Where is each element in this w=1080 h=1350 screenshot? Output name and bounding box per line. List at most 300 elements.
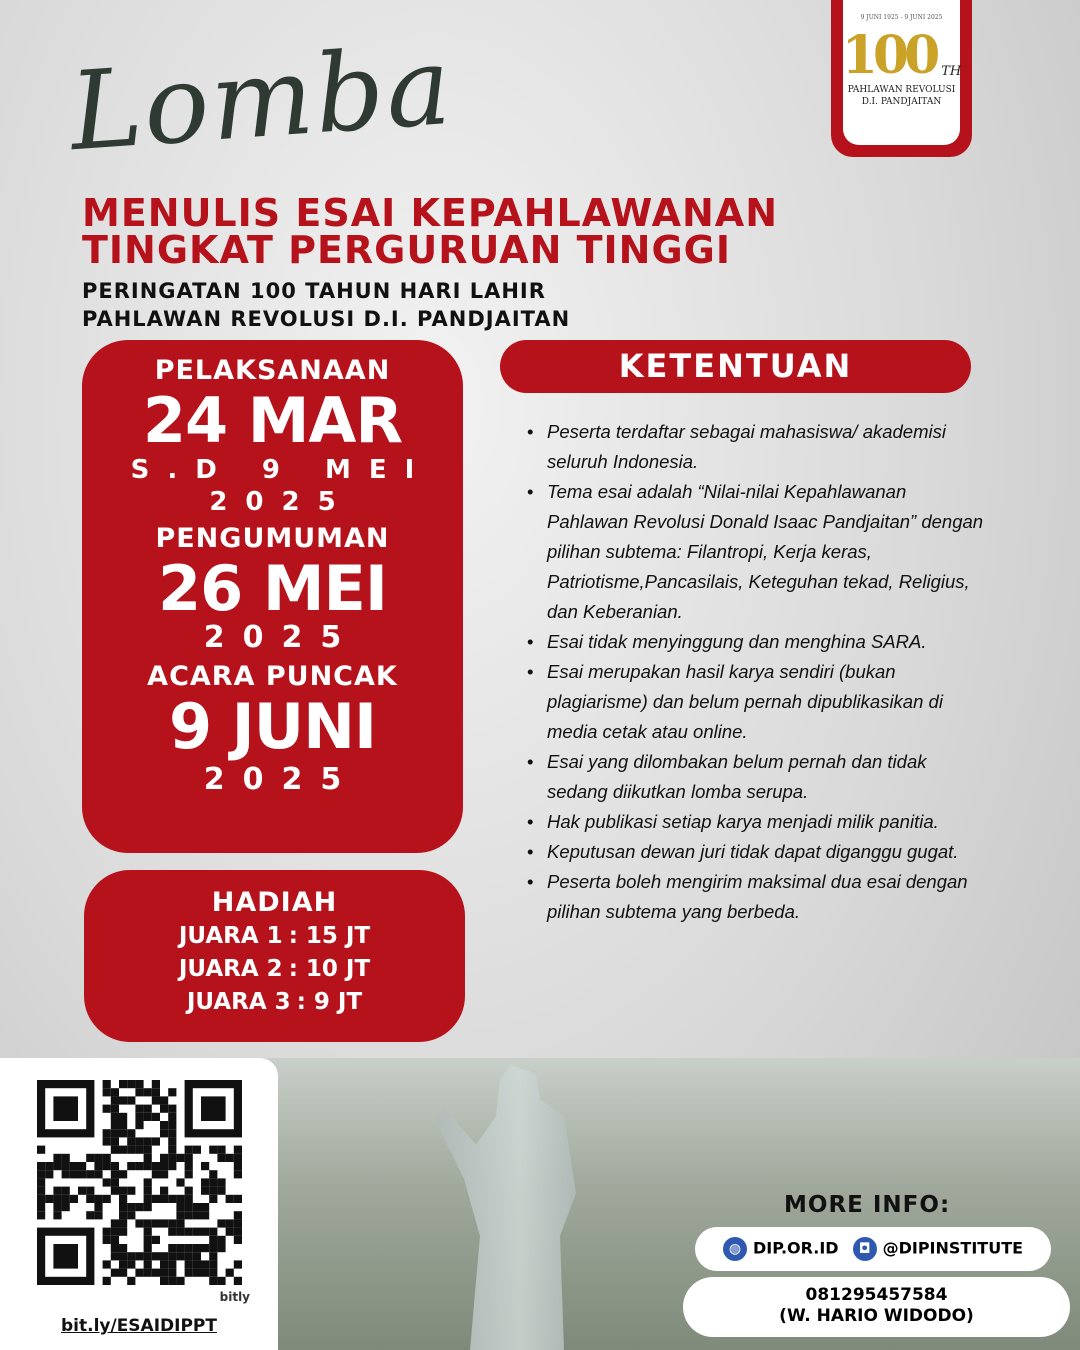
qr-module (144, 1113, 152, 1121)
qr-module (37, 1146, 45, 1154)
qr-module (160, 1269, 168, 1277)
qr-module (209, 1236, 217, 1244)
qr-module (201, 1244, 209, 1252)
rule-item: • Keputusan dewan juri tidak dapat diganggu gugat. (525, 837, 985, 867)
qr-module (135, 1203, 143, 1211)
qr-module (193, 1260, 201, 1268)
qr-module (209, 1228, 217, 1236)
qr-module (111, 1129, 119, 1137)
qr-module (135, 1137, 143, 1145)
qr-module (119, 1195, 127, 1203)
registration-link[interactable]: bit.ly/ESAIDIPPT (61, 1316, 217, 1336)
qr-finder (201, 1096, 226, 1121)
qr-module (176, 1203, 184, 1211)
qr-module (193, 1228, 201, 1236)
qr-module (111, 1219, 119, 1227)
qr-module (209, 1187, 217, 1195)
pelaksanaan-label: PELAKSANAAN (154, 355, 391, 386)
qr-module (111, 1244, 119, 1252)
qr-module (135, 1252, 143, 1260)
qr-module (135, 1162, 143, 1170)
qr-module (144, 1088, 152, 1096)
qr-module (111, 1187, 119, 1195)
qr-module (226, 1269, 234, 1277)
qr-module (45, 1162, 53, 1170)
qr-module (111, 1170, 119, 1178)
qr-module (209, 1277, 217, 1285)
phone-contact (683, 1277, 1070, 1337)
qr-module (144, 1203, 152, 1211)
qr-module (37, 1178, 45, 1186)
qr-module (234, 1170, 242, 1178)
qr-module (119, 1080, 127, 1088)
schedule-box (82, 340, 463, 853)
qr-module (209, 1195, 217, 1203)
qr-module (62, 1187, 70, 1195)
qr-module (127, 1187, 135, 1195)
qr-finder (53, 1244, 78, 1269)
qr-module (201, 1228, 209, 1236)
qr-module (119, 1113, 127, 1121)
qr-module (234, 1211, 242, 1219)
qr-module (135, 1088, 143, 1096)
qr-module (144, 1178, 152, 1186)
anniversary-logo (831, 0, 972, 157)
title-line2: TINGKAT PERGURUAN TINGGI (82, 228, 731, 272)
qr-module (70, 1162, 78, 1170)
prize-amount: : 10 JT (288, 956, 371, 982)
qr-module (37, 1187, 45, 1195)
qr-module (217, 1219, 225, 1227)
qr-module (144, 1260, 152, 1268)
qr-module (226, 1228, 234, 1236)
qr-module (176, 1195, 184, 1203)
qr-module (160, 1096, 168, 1104)
qr-module (168, 1088, 176, 1096)
qr-module (111, 1113, 119, 1121)
qr-module (37, 1211, 45, 1219)
qr-module (144, 1146, 152, 1154)
qr-module (37, 1195, 45, 1203)
qr-module (62, 1170, 70, 1178)
qr-module (78, 1187, 86, 1195)
contact-person: (W. HARIO WIDODO) (779, 1306, 974, 1326)
qr-module (193, 1211, 201, 1219)
qr-module (168, 1162, 176, 1170)
qr-module (135, 1113, 143, 1121)
qr-module (144, 1195, 152, 1203)
qr-module (234, 1228, 242, 1236)
qr-module (201, 1162, 209, 1170)
main-title (82, 191, 779, 272)
rules-heading: KETENTUAN (500, 340, 971, 393)
qr-module (119, 1260, 127, 1268)
qr-module (144, 1244, 152, 1252)
qr-code[interactable] (27, 1080, 252, 1285)
qr-module (168, 1121, 176, 1129)
qr-module (234, 1162, 242, 1170)
qr-module (119, 1244, 127, 1252)
qr-module (86, 1195, 94, 1203)
qr-module (152, 1113, 160, 1121)
rule-item: • Peserta boleh mengirim maksimal dua esai dengan pilihan subtema yang berbeda. (525, 867, 985, 927)
qr-module (226, 1195, 234, 1203)
logo-line1: PAHLAWAN REVOLUSI (847, 85, 956, 95)
qr-module (70, 1195, 78, 1203)
qr-module (185, 1252, 193, 1260)
qr-module (168, 1252, 176, 1260)
subtitle-line1: PERINGATAN 100 TAHUN HARI LAHIR (82, 279, 546, 303)
qr-module (176, 1277, 184, 1285)
qr-module (111, 1236, 119, 1244)
qr-module (144, 1187, 152, 1195)
bitly-brand: bitly (219, 1290, 250, 1304)
qr-module (127, 1129, 135, 1137)
qr-module (234, 1219, 242, 1227)
prize-amount: : 9 JT (296, 989, 363, 1015)
logo-dates: 9 JUNI 1925 - 9 JUNI 2025 (860, 14, 943, 21)
puncak-date: 9 JUNI (168, 690, 377, 763)
pelaksanaan-until: S.D 9 MEI (130, 455, 433, 485)
qr-module (144, 1219, 152, 1227)
qr-module (201, 1203, 209, 1211)
website-text: DIP.OR.ID (752, 1238, 839, 1258)
qr-module (53, 1162, 61, 1170)
qr-module (185, 1203, 193, 1211)
puncak-year: 2025 (203, 762, 360, 797)
qr-module (217, 1236, 225, 1244)
qr-module (119, 1096, 127, 1104)
rule-item: • Hak publikasi setiap karya menjadi milik panitia. (525, 807, 985, 837)
qr-module (160, 1121, 168, 1129)
qr-module (185, 1195, 193, 1203)
qr-module (103, 1228, 111, 1236)
qr-module (94, 1211, 102, 1219)
qr-module (152, 1252, 160, 1260)
instagram-icon: ◘ (853, 1237, 877, 1261)
phone-number[interactable]: 081295457584 (805, 1285, 948, 1305)
qr-module (152, 1269, 160, 1277)
qr-module (185, 1260, 193, 1268)
prize-rank: JUARA 3 (186, 989, 291, 1015)
qr-module (111, 1096, 119, 1104)
qr-module (152, 1096, 160, 1104)
qr-module (144, 1269, 152, 1277)
qr-module (160, 1129, 168, 1137)
qr-module (168, 1269, 176, 1277)
qr-module (168, 1105, 176, 1113)
qr-module (217, 1187, 225, 1195)
qr-module (185, 1244, 193, 1252)
qr-module (176, 1154, 184, 1162)
qr-module (127, 1080, 135, 1088)
qr-module (37, 1203, 45, 1211)
qr-module (193, 1203, 201, 1211)
qr-module (168, 1113, 176, 1121)
qr-module (185, 1162, 193, 1170)
qr-module (103, 1080, 111, 1088)
qr-module (53, 1211, 61, 1219)
qr-module (135, 1080, 143, 1088)
qr-module (127, 1146, 135, 1154)
qr-module (53, 1187, 61, 1195)
prize-row (84, 920, 465, 953)
qr-module (119, 1203, 127, 1211)
qr-module (185, 1170, 193, 1178)
qr-module (217, 1277, 225, 1285)
qr-module (127, 1203, 135, 1211)
qr-module (53, 1195, 61, 1203)
qr-module (78, 1162, 86, 1170)
qr-module (152, 1137, 160, 1145)
qr-module (144, 1154, 152, 1162)
qr-module (168, 1129, 176, 1137)
title-line1: MENULIS ESAI KEPAHLAWANAN (82, 191, 779, 235)
qr-module (176, 1211, 184, 1219)
social-links (695, 1227, 1051, 1271)
qr-module (144, 1137, 152, 1145)
qr-module (201, 1178, 209, 1186)
qr-module (78, 1170, 86, 1178)
qr-module (226, 1154, 234, 1162)
qr-module (111, 1121, 119, 1129)
qr-module (103, 1105, 111, 1113)
qr-module (160, 1277, 168, 1285)
qr-module (152, 1088, 160, 1096)
qr-module (144, 1236, 152, 1244)
qr-module (168, 1154, 176, 1162)
globe-icon: ◍ (723, 1237, 747, 1261)
qr-module (37, 1162, 45, 1170)
qr-module (160, 1170, 168, 1178)
qr-module (185, 1146, 193, 1154)
qr-module (168, 1277, 176, 1285)
pelaksanaan-date: 24 MAR (142, 384, 403, 457)
rule-item: • Esai tidak menyinggung dan menghina SARA. (525, 627, 985, 657)
rule-item: • Peserta terdaftar sebagai mahasiswa/ akademisi seluruh Indonesia. (525, 417, 985, 477)
qr-module (168, 1228, 176, 1236)
qr-module (185, 1228, 193, 1236)
qr-module (168, 1219, 176, 1227)
qr-module (127, 1211, 135, 1219)
logo-mark (843, 22, 960, 84)
qr-module (176, 1252, 184, 1260)
qr-module (209, 1178, 217, 1186)
qr-module (103, 1277, 111, 1285)
qr-module (160, 1154, 168, 1162)
qr-module (119, 1187, 127, 1195)
logo-line2: D.I. PANDJAITAN (861, 97, 942, 107)
qr-module (193, 1252, 201, 1260)
qr-module (103, 1236, 111, 1244)
qr-module (201, 1187, 209, 1195)
pelaksanaan-year: 2025 (209, 487, 354, 517)
more-info-heading: MORE INFO: (784, 1192, 951, 1218)
qr-module (119, 1129, 127, 1137)
qr-panel (0, 1058, 278, 1350)
qr-module (193, 1269, 201, 1277)
qr-module (45, 1170, 53, 1178)
qr-module (144, 1252, 152, 1260)
qr-module (127, 1162, 135, 1170)
qr-module (152, 1080, 160, 1088)
qr-module (119, 1252, 127, 1260)
qr-module (53, 1203, 61, 1211)
qr-module (103, 1162, 111, 1170)
rules-list (525, 417, 985, 927)
qr-module (209, 1260, 217, 1268)
qr-module (45, 1195, 53, 1203)
qr-module (103, 1154, 111, 1162)
qr-module (209, 1170, 217, 1178)
qr-module (152, 1162, 160, 1170)
qr-module (152, 1170, 160, 1178)
prize-rank: JUARA 2 (178, 956, 283, 982)
qr-module (86, 1187, 94, 1195)
qr-module (111, 1228, 119, 1236)
qr-module (127, 1137, 135, 1145)
qr-module (119, 1269, 127, 1277)
qr-module (234, 1260, 242, 1268)
qr-module (111, 1162, 119, 1170)
qr-module (103, 1088, 111, 1096)
qr-module (103, 1137, 111, 1145)
rule-item: • Esai yang dilombakan belum pernah dan tidak sedang diikutkan lomba serupa. (525, 747, 985, 807)
qr-module (201, 1269, 209, 1277)
qr-module (160, 1260, 168, 1268)
qr-module (234, 1195, 242, 1203)
qr-module (62, 1195, 70, 1203)
qr-module (53, 1154, 61, 1162)
qr-module (152, 1195, 160, 1203)
qr-module (135, 1146, 143, 1154)
qr-module (119, 1170, 127, 1178)
qr-module (176, 1219, 184, 1227)
subtitle-line2: PAHLAWAN REVOLUSI D.I. PANDJAITAN (82, 307, 571, 331)
qr-module (94, 1195, 102, 1203)
qr-module (127, 1252, 135, 1260)
qr-module (217, 1154, 225, 1162)
qr-module (94, 1203, 102, 1211)
qr-module (152, 1236, 160, 1244)
qr-module (135, 1219, 143, 1227)
qr-module (127, 1277, 135, 1285)
qr-module (168, 1137, 176, 1145)
qr-module (160, 1162, 168, 1170)
qr-module (111, 1137, 119, 1145)
rule-item: • Tema esai adalah “Nilai-nilai Kepahlawanan Pahlawan Revolusi Donald Isaac Pandjaitan” dengan pilihan subtema: Filantropi, Kerja keras, Patriotisme,Pancasilais, Keteguhan tekad, Religius, dan Keberanian. (525, 477, 985, 627)
qr-module (119, 1121, 127, 1129)
pengumuman-label: PENGUMUMAN (155, 523, 390, 554)
qr-module (144, 1162, 152, 1170)
qr-module (94, 1170, 102, 1178)
instagram-text: @DIPINSTITUTE (882, 1238, 1024, 1258)
qr-module (94, 1162, 102, 1170)
qr-module (103, 1195, 111, 1203)
qr-module (94, 1154, 102, 1162)
qr-module (193, 1244, 201, 1252)
qr-module (111, 1105, 119, 1113)
qr-module (209, 1244, 217, 1252)
logo-suffix: TH (941, 64, 962, 79)
logo-number: 100 (841, 25, 936, 86)
qr-module (86, 1170, 94, 1178)
qr-module (103, 1178, 111, 1186)
qr-module (111, 1146, 119, 1154)
qr-module (185, 1154, 193, 1162)
prize-label: HADIAH (211, 887, 338, 918)
website-link[interactable] (723, 1237, 839, 1261)
qr-module (217, 1244, 225, 1252)
qr-module (185, 1187, 193, 1195)
prize-row (84, 986, 465, 1019)
qr-module (37, 1170, 45, 1178)
qr-module (62, 1154, 70, 1162)
qr-module (217, 1178, 225, 1186)
qr-module (111, 1252, 119, 1260)
qr-module (234, 1146, 242, 1154)
qr-module (234, 1277, 242, 1285)
qr-module (185, 1211, 193, 1219)
prize-amount: : 15 JT (288, 923, 371, 949)
qr-module (168, 1260, 176, 1268)
qr-module (176, 1178, 184, 1186)
qr-module (152, 1219, 160, 1227)
qr-module (119, 1228, 127, 1236)
qr-finder (53, 1096, 78, 1121)
qr-module (103, 1260, 111, 1268)
qr-module (168, 1146, 176, 1154)
qr-module (86, 1154, 94, 1162)
qr-module (119, 1211, 127, 1219)
qr-module (119, 1219, 127, 1227)
qr-module (160, 1195, 168, 1203)
qr-module (127, 1096, 135, 1104)
qr-module (144, 1228, 152, 1236)
qr-module (144, 1105, 152, 1113)
qr-module (209, 1252, 217, 1260)
qr-module (70, 1170, 78, 1178)
qr-module (119, 1146, 127, 1154)
qr-module (160, 1187, 168, 1195)
qr-module (111, 1269, 119, 1277)
qr-module (176, 1244, 184, 1252)
qr-module (135, 1105, 143, 1113)
qr-module (217, 1146, 225, 1154)
instagram-link[interactable] (853, 1237, 1023, 1261)
qr-module (160, 1219, 168, 1227)
qr-module (234, 1236, 242, 1244)
qr-module (185, 1269, 193, 1277)
qr-module (193, 1146, 201, 1154)
qr-module (111, 1178, 119, 1186)
qr-module (62, 1162, 70, 1170)
subtitle (82, 277, 570, 333)
qr-module (160, 1105, 168, 1113)
qr-module (234, 1154, 242, 1162)
qr-module (127, 1260, 135, 1268)
qr-module (62, 1203, 70, 1211)
qr-module (209, 1146, 217, 1154)
script-title: Lomba (66, 23, 457, 176)
qr-module (160, 1252, 168, 1260)
qr-module (103, 1129, 111, 1137)
qr-module (209, 1269, 217, 1277)
qr-module (226, 1219, 234, 1227)
qr-module (168, 1195, 176, 1203)
puncak-label: ACARA PUNCAK (147, 661, 398, 692)
prize-rank: JUARA 1 (178, 923, 283, 949)
